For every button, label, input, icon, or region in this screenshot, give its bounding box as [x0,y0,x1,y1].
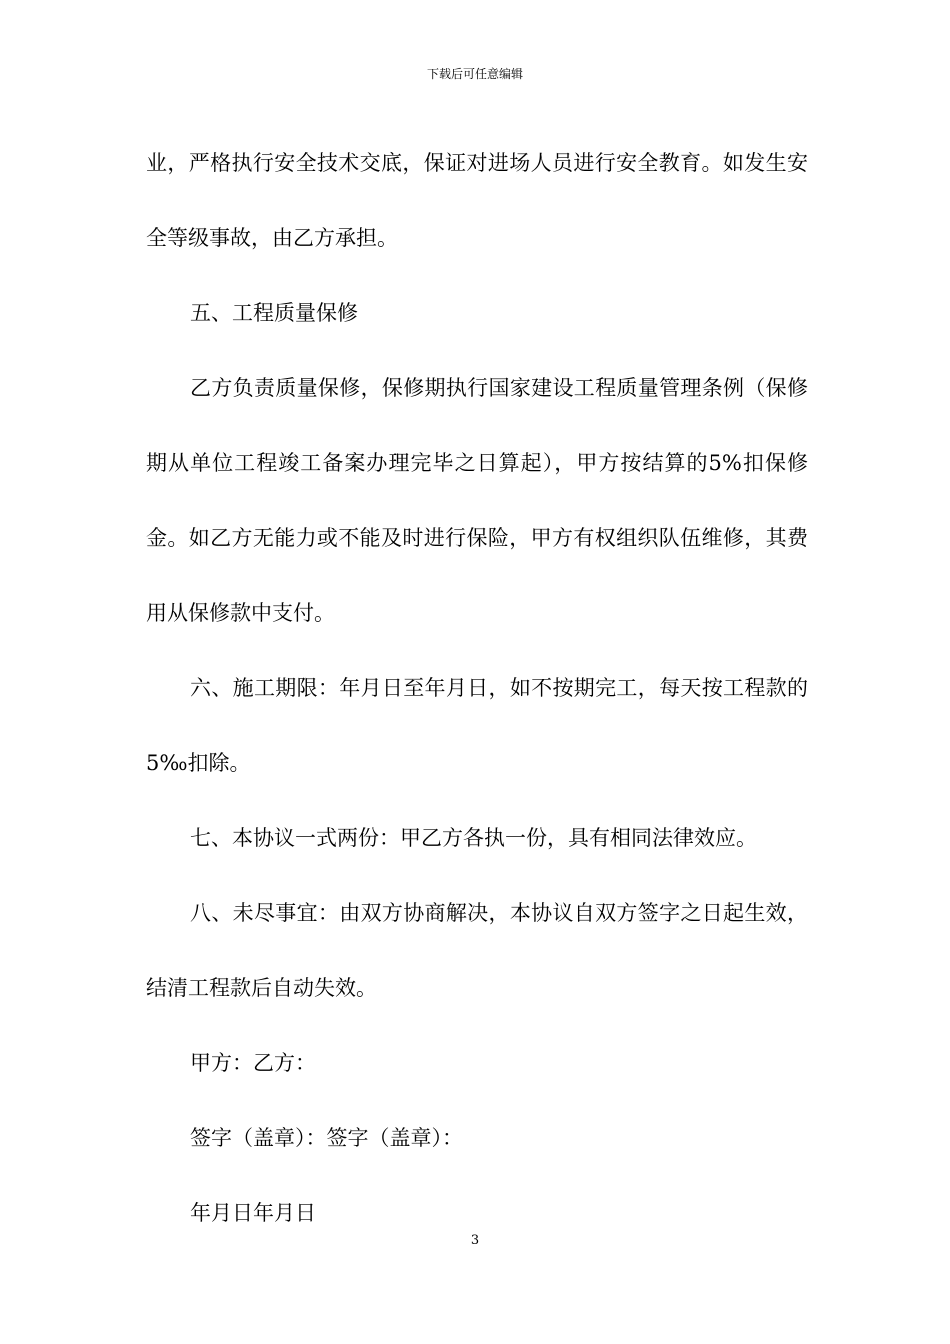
section-heading-warranty: 五、工程质量保修 [190,301,358,325]
document-body [146,126,808,1251]
paragraph-construction-period: 六、施工期限：年月日至年月日，如不按期完工，每天按工程款的5‰扣除。 [146,676,808,775]
signature-parties: 甲方：乙方： [190,1051,316,1075]
paragraph-other-matters: 八、未尽事宜：由双方协商解决，本协议自双方签字之日起生效，结清工程款后自动失效。 [146,901,808,1000]
paragraph-safety-continued: 业，严格执行安全技术交底，保证对进场人员进行安全教育。如发生安全等级事故，由乙方承担。 [146,151,808,250]
paragraph-warranty-terms: 乙方负责质量保修，保修期执行国家建设工程质量管理条例（保修期从单位工程竣工备案办理完毕之日算起），甲方按结算的5%扣保修金。如乙方无能力或不能及时进行保险，甲方有权组织队伍维修，其费用从保修款中支付。 [146,376,808,625]
signature-date-line: 年月日年月日 [190,1201,316,1225]
page-header: 下载后可任意编辑 [426,67,523,81]
signature-seal-line: 签字（盖章）：签字（盖章）： [190,1126,463,1150]
page-number: 3 [470,1233,480,1248]
paragraph-copies: 七、本协议一式两份：甲乙方各执一份，具有相同法律效应。 [190,826,757,850]
